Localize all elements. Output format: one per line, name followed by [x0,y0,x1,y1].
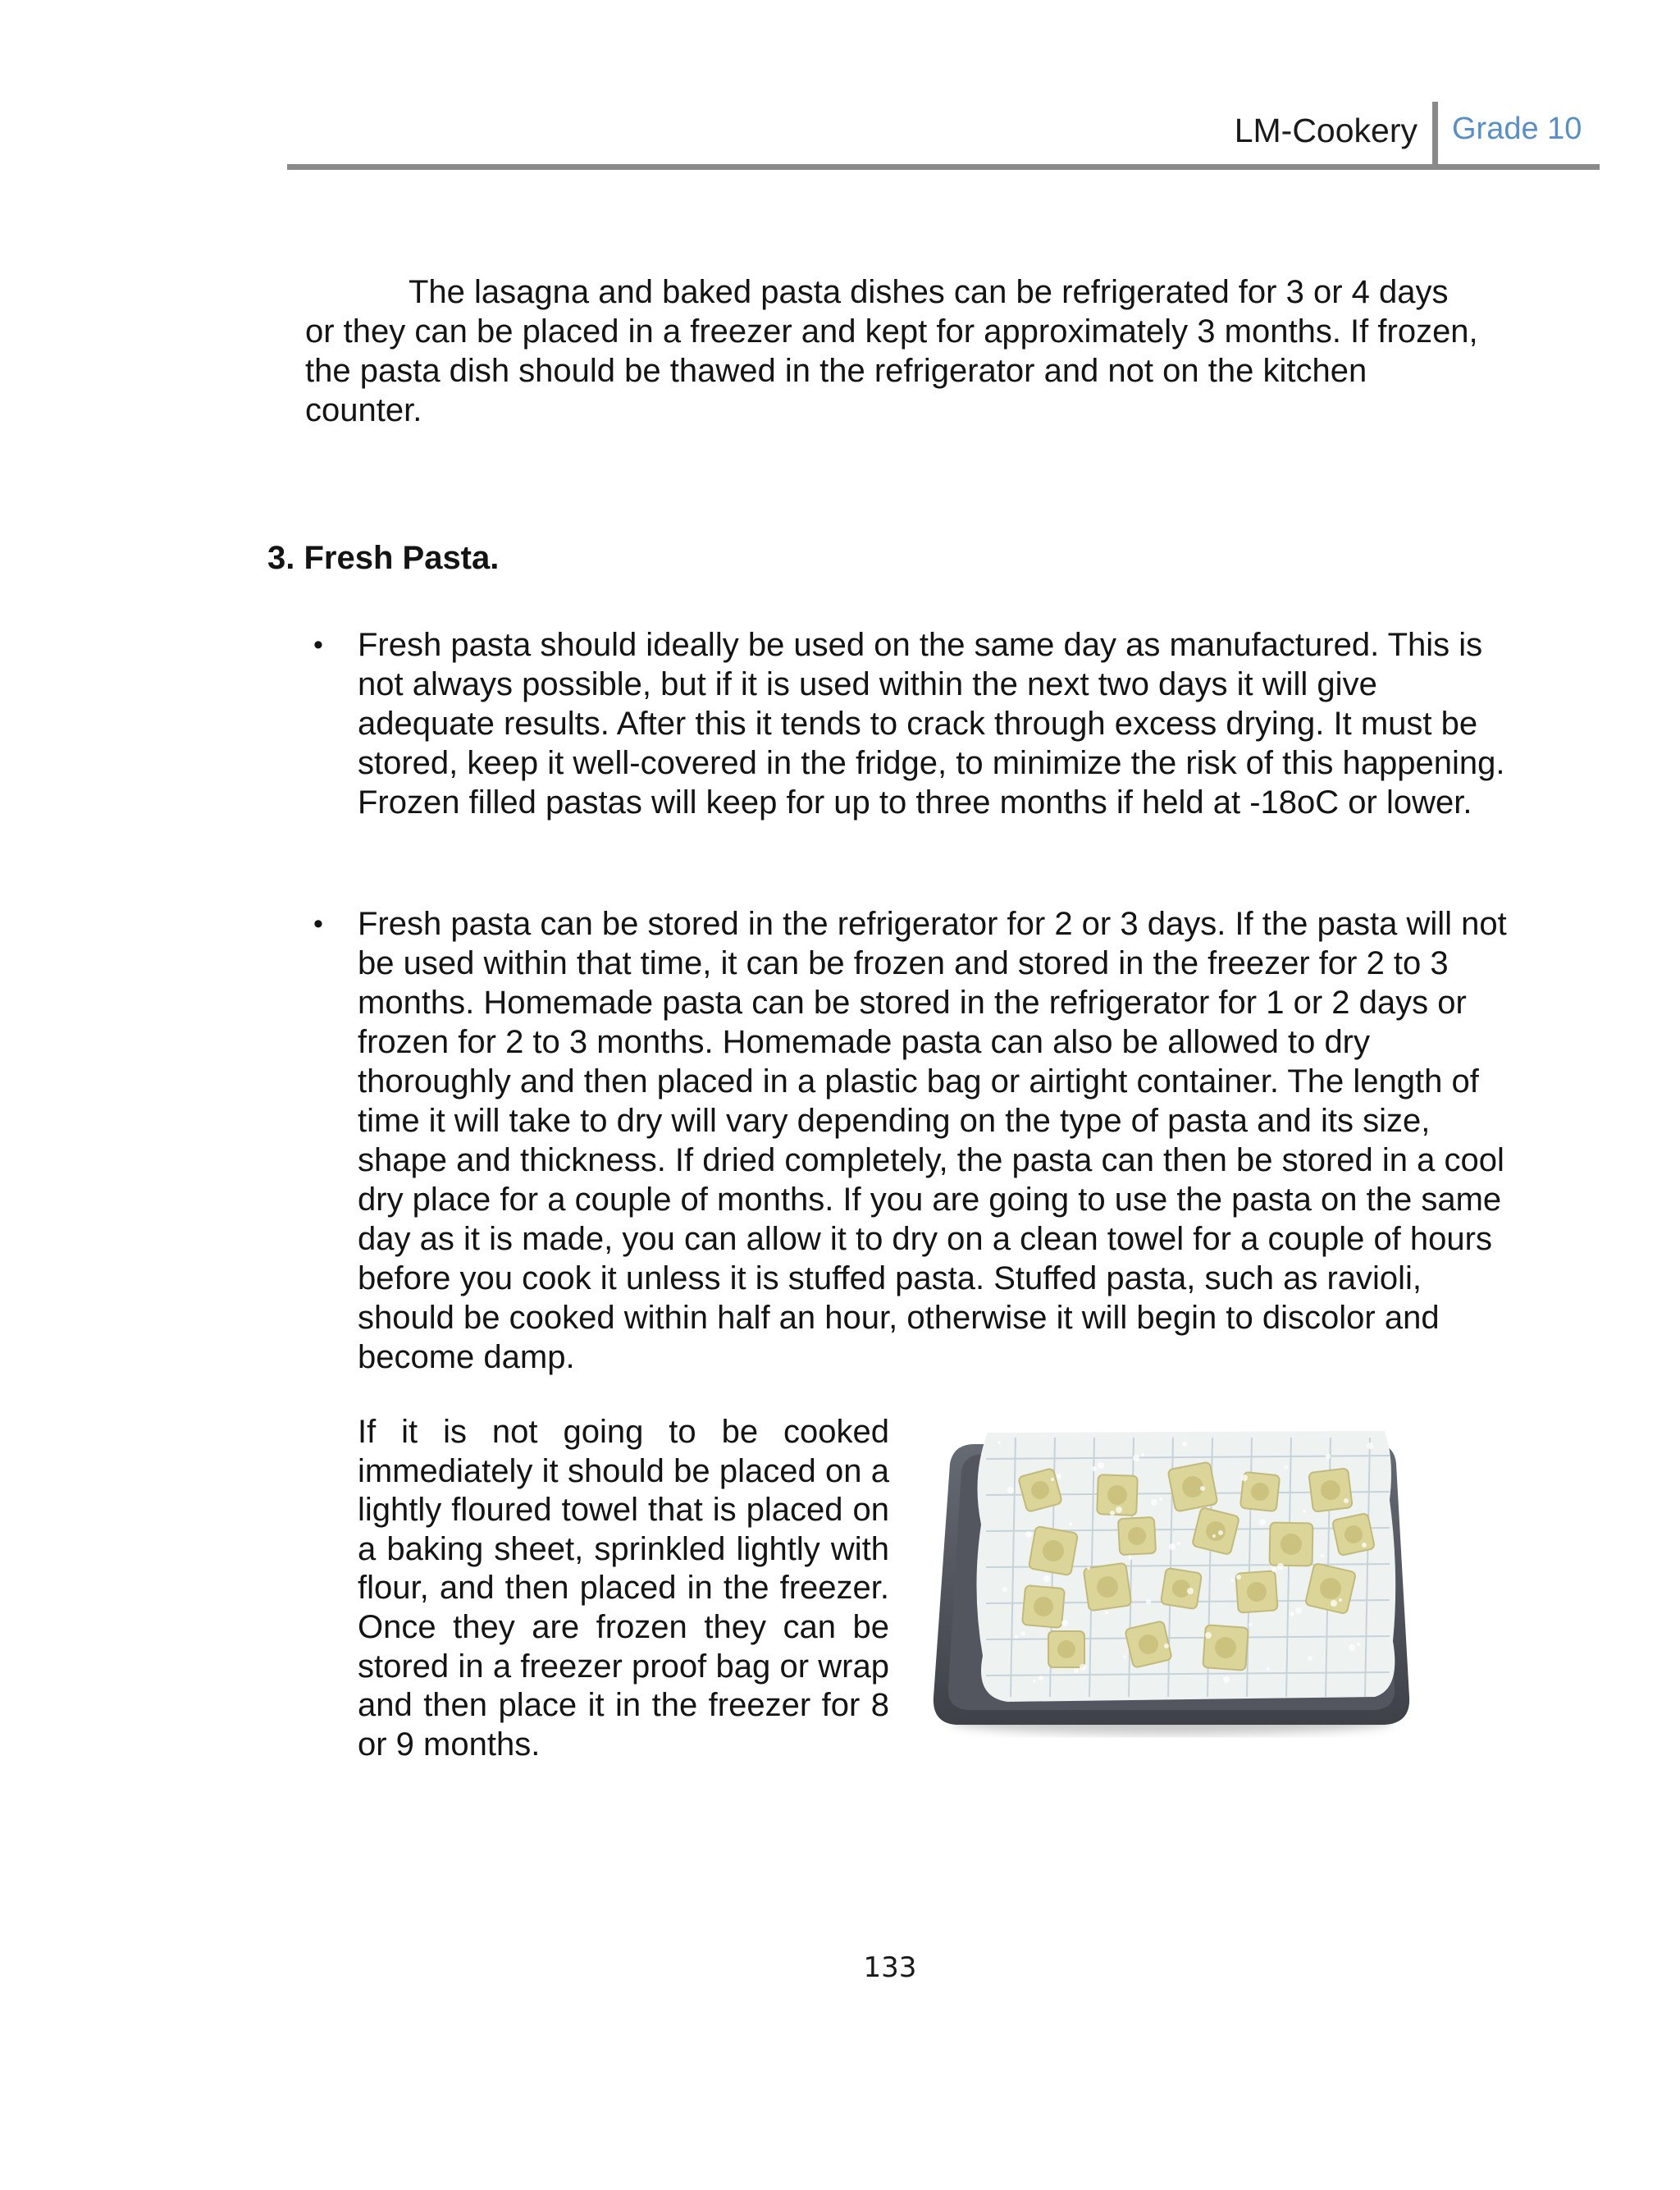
flour-speck [1098,1462,1104,1469]
flour-speck [1362,1543,1367,1548]
flour-speck [1241,1474,1248,1481]
flour-speck [1039,1676,1043,1680]
flour-speck [1110,1511,1115,1516]
header-rule [287,164,1600,170]
ravioli-filling [1097,1576,1118,1598]
flour-speck [1105,1611,1108,1614]
flour-speck [1367,1442,1373,1449]
flour-speck [1277,1563,1284,1570]
flour-speck [1290,1612,1294,1616]
flour-speck [1285,1465,1288,1469]
flour-speck [1002,1587,1007,1592]
flour-speck [1205,1632,1212,1639]
flour-speck [1357,1643,1360,1646]
flour-speck [1025,1531,1032,1538]
flour-speck [1116,1506,1122,1513]
flour-speck [1212,1534,1216,1538]
flour-speck [1128,1555,1133,1560]
flour-speck [1177,1542,1180,1545]
ravioli-filling [1034,1597,1053,1616]
flour-speck [1344,1498,1349,1503]
ravioli-filling [1182,1476,1203,1497]
ravioli-filling [1344,1525,1363,1543]
ravioli-filling [1215,1637,1236,1658]
flour-speck [1051,1478,1054,1481]
flour-speck [1069,1522,1072,1525]
flour-speck [1218,1530,1223,1535]
flour-speck [1182,1442,1187,1447]
flour-speck [1061,1620,1068,1626]
bullet-text: Fresh pasta can be stored in the refrigerator for 2 or 3 days. If the pasta will not be used within that time, it can be frozen and stored in the freezer for 2 to 3 months. Homemade pasta can be stored in the refrigerator for 1 or 2 days or frozen for 2 to 3 months. Homemade pasta can also be allowed to dry thoroughly and then placed in a plastic bag or airtight container. The length of time it will take to dry will vary depending on the type of pasta and its size, shape and thickness. If dried completely, the pasta can then be stored in a cool dry place for a couple of months. If you are going to use the pasta on the same day as it is made, you can allow it to dry on a clean towel for a couple of hours before you cook it unless it is stuffed pasta. Stuffed pasta, such as ravioli, should be cooked within half an hour, otherwise it will begin to discolor and become damp. [358,906,1507,1375]
flour-speck [1259,1519,1266,1525]
flour-speck [1295,1607,1302,1614]
flour-speck [1349,1644,1355,1651]
flour-speck [1043,1575,1050,1582]
header-subject: LM-Cookery [1234,112,1418,149]
ravioli-filling [1251,1483,1269,1501]
flour-speck [998,1441,1001,1444]
ravioli-filling [1172,1580,1190,1598]
flour-speck [1200,1486,1205,1491]
header-grade: Grade 10 [1452,112,1582,146]
flour-speck [1223,1676,1230,1683]
flour-speck [1033,1680,1036,1683]
ravioli-filling [1320,1578,1341,1599]
ravioli-filling [1128,1527,1146,1545]
section-heading: 3. Fresh Pasta. [267,540,500,576]
ravioli-filling [1057,1640,1075,1658]
intro-paragraph: The lasagna and baked pasta dishes can be refrigerated for 3 or 4 days or they can be placed in a freezer and kept for approximately 3 months. If frozen, the pasta dish should be thawed in the refrigerator and not on the kitchen counter. [305,274,1478,428]
flour-speck [1146,1599,1151,1604]
flour-speck [1339,1598,1342,1602]
ravioli-filling [1281,1534,1302,1555]
flour-speck [1015,1635,1018,1639]
flour-speck [1331,1600,1337,1607]
flour-speck [1249,1623,1252,1626]
flour-speck [1236,1575,1241,1580]
flour-speck [1057,1474,1061,1479]
flour-speck [1271,1567,1276,1572]
flour-speck [1326,1454,1331,1459]
flour-speck [1080,1664,1086,1671]
flour-speck [1007,1487,1014,1493]
flour-speck [1159,1497,1162,1501]
flour-speck [1151,1499,1157,1506]
ravioli-filling [1043,1540,1064,1561]
flour-speck [1141,1453,1144,1456]
page-number: 133 [863,1951,917,1984]
flour-speck [1092,1466,1097,1471]
flour-speck [1303,1510,1306,1513]
flour-speck [1321,1554,1324,1557]
ravioli-filling [1321,1480,1340,1500]
flour-speck [1164,1644,1169,1648]
bullet-mark: • [313,629,323,661]
flour-speck [1133,1455,1139,1461]
ravioli-filling [1107,1485,1127,1505]
bullet-mark: • [313,908,323,940]
ravioli-filling [1139,1634,1158,1654]
flour-speck [1169,1543,1176,1550]
flour-speck [1187,1588,1194,1594]
ravioli-tray-photo [925,1426,1416,1740]
flour-speck [1123,1655,1126,1658]
side-paragraph: If it is not going to be cooked immediately it should be placed on a lightly floured towel that is placed on a baking sheet, sprinkled lightly with flour, and then placed in the freezer. Once they are frozen they can be stored in a freezer proof bag or wrap and then place it in the freezer for 8 or 9 months. [358,1414,889,1763]
flour-speck [1230,1579,1234,1582]
header-divider [1432,102,1438,164]
ravioli-filling [1031,1481,1049,1499]
flour-speck [1074,1668,1079,1673]
page-header [287,97,1600,172]
ravioli-filling [1247,1582,1267,1602]
ravioli-filling [1206,1521,1226,1541]
flour-speck [1087,1566,1090,1570]
flour-speck [1267,1667,1270,1671]
flour-speck [1308,1656,1312,1661]
bullet-text: Fresh pasta should ideally be used on the same day as manufactured. This is not always possible, but if it is used within the next two days it will give adequate results. After this it tends to crack through excess drying. It must be stored, keep it well-covered in the fridge, to minimize the risk of this happening. Frozen filled pastas will keep for up to three months if held at -18oC or lower. [358,627,1505,821]
flour-speck [1020,1631,1025,1636]
